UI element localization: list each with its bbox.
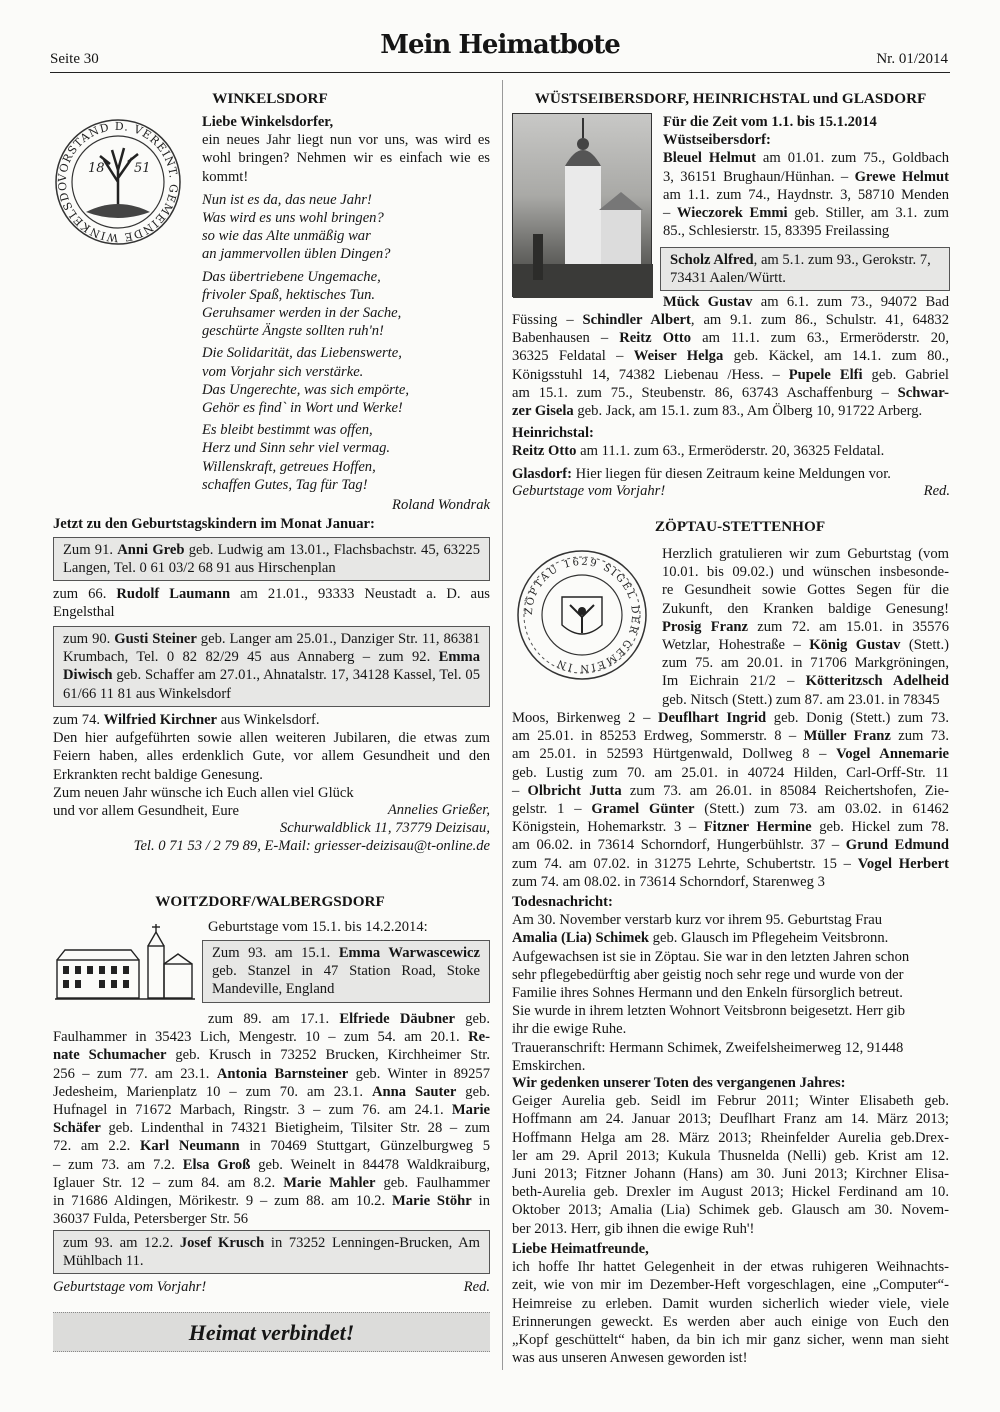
text-line: [662, 581, 949, 599]
death-heading: Todesnachricht:: [512, 894, 613, 910]
jubilar-name: Amalia (Lia) Schimek: [512, 930, 650, 947]
text-line: [662, 618, 949, 636]
text-segment: geb. Jack, am 15.1. zum 83., Am Ölberg 10, 91722 Arberg.: [573, 403, 923, 420]
text-line: ler am 29. April 2013; Kukula Thusnelda (Nelli) geb. Krist am 12.: [512, 1147, 949, 1164]
jubilar-name: Emma Warwascewicz: [338, 945, 480, 961]
jubilar-name: Elsa Groß: [182, 1156, 251, 1173]
poem-line: Geruhsamer werden in der Sache,: [202, 305, 402, 322]
svg-text:ZÖPTAU 1629 SIGEL DER GEMEIN I: ZÖPTAU 1629 SIGEL DER GEMEIN IN: [523, 556, 641, 674]
woitzdorf-range: Geburtstage vom 15.1. bis 14.2.2014:: [208, 919, 428, 935]
text-segment: , am 9.1. zum 86., Schulstr. 41, 64832: [690, 312, 949, 328]
jubilar-name: Reitz Otto: [512, 443, 577, 460]
header-rule: [50, 72, 950, 73]
jubilar-name: Gusti Steiner: [114, 631, 197, 647]
jubilar-name: Fitzner Hermine: [703, 819, 812, 836]
text-line: [512, 1039, 949, 1057]
text-line: [512, 366, 949, 384]
text-line: [663, 149, 949, 167]
text-segment: zum 75. am 20.01. in 71706 Markgröningen,: [662, 655, 949, 672]
text-segment: Königstein, Hohemarkstr. 3 –: [512, 819, 704, 836]
text-segment: am 01.01. zum 75., Goldbach: [755, 150, 949, 167]
text-line: Heimreise zu erleben. Damit wurden sicherlich wieder viele, viele: [512, 1295, 949, 1312]
text-line: [512, 1020, 949, 1038]
poem-line: an jammervollen üblen Dingen?: [202, 246, 391, 263]
text-line: [662, 545, 949, 563]
text-segment: 36037 Fulda, Petersberger Str. 56: [53, 1211, 249, 1228]
text-segment: 36325 Feldatal –: [512, 348, 634, 365]
text-line: [512, 709, 949, 727]
text-segment: Zukunft, den Kranken baldige Genesung!: [662, 600, 949, 617]
jubilar-name: Elfriede Däubner: [339, 1011, 456, 1027]
text-line: Erinnerungen geweckt. Es werden aber auch einige von Euch den: [512, 1313, 949, 1330]
jubilar-name: Vogel Herbert: [857, 855, 949, 872]
zoeptau-seal: [512, 545, 652, 685]
text-line: „Kopf geschüttelt“ haben, da bin ich mir ganz sicher, wenn man sieht: [512, 1332, 949, 1349]
poem-line: Es bleibt bestimmt was offen,: [202, 422, 373, 439]
woitzdorf-birthday-list: [53, 1010, 490, 1228]
text-line: Oktober 2013; Amalia (Lia) Schimek geb. Glausch am 30. Novem-: [512, 1202, 949, 1219]
text-segment: in 70469 Stuttgart, Günzelburgweg 5: [239, 1138, 490, 1155]
jubilar-name: Vogel Annemarie: [836, 746, 949, 763]
text-line: [512, 966, 949, 984]
wuest-footer-red: Red.: [923, 483, 950, 499]
text-line: [512, 818, 949, 836]
text-segment: ihr die ewige Ruhe.: [512, 1021, 627, 1038]
text-segment: Iglauer Str. 12 – zum 84. am 8.2.: [53, 1174, 284, 1191]
text-segment: in 71686 Aldingen, Mörikestr. 9 – zum 88. am 10.2.: [53, 1193, 392, 1210]
birthday-box-scholz: Scholz Alfred, am 5.1. zum 93., Gerokstr. 7, 73431 Aalen/Württ.: [660, 247, 950, 291]
issue-number: Nr. 01/2014: [876, 51, 948, 67]
zoeptau-birthday-list: [512, 709, 949, 891]
jubilar-name: Anna Sauter: [371, 1083, 457, 1100]
poem-line: so wie das Alte unmäßig war: [202, 228, 371, 245]
text-segment: Im Eichrain 21/2 –: [662, 673, 806, 690]
poem-stanza: [202, 268, 490, 341]
column-divider: [502, 80, 503, 1370]
church-village-illustration: [55, 924, 195, 1002]
text-line: Hoffmann Helga am 28. März 2013; Rheinfelder Aurelia geb.Drex-: [512, 1129, 949, 1146]
jubilar-name: Müller Franz: [803, 728, 891, 745]
text-segment: geb. Hickel zum 78.: [811, 819, 950, 836]
birthday-line-laumann: zum 66. Rudolf Laumann am 21.01., 93333 Neustadt a. D. aus Engelsthal: [53, 586, 490, 621]
text-line: [53, 1174, 490, 1192]
text-segment: zum 73.: [890, 728, 949, 745]
birthday-box-greb: Zum 91. Anni Greb geb. Ludwig am 13.01., Flachsbachstr. 45, 63225 Langen, Tel. 0 61 03/2 68 91 aus Hirschenplan: [53, 537, 490, 581]
zoeptau-intro-list: [662, 545, 949, 709]
memorial-list: [512, 1092, 949, 1238]
masthead-title: Mein Heimatbote: [380, 30, 620, 60]
poem-line: Herz und Sinn sehr viel vermag.: [202, 440, 391, 457]
woitzdorf-footer-note: Geburtstage vom Vorjahr!: [53, 1279, 207, 1295]
jubilar-name: König Gustav: [809, 637, 901, 654]
text-line: [512, 984, 949, 1002]
text-segment: 72. am 2.2.: [53, 1138, 140, 1155]
text-line: [53, 1192, 490, 1210]
jubilar-name: zer Gisela: [512, 403, 574, 420]
text-line: [512, 347, 949, 365]
text-line: [512, 442, 949, 460]
signature-name: Annelies Grießer,: [387, 802, 490, 818]
jubilar-name: Deuflhart Ingrid: [658, 710, 767, 726]
text-segment: geb. Krusch in 73252 Brucken, Kirchheimer Str.: [166, 1047, 491, 1064]
poem-line: Gehör es find` in Wort und Werke!: [202, 400, 403, 417]
winkelsdorf-intro: ein neues Jahr liegt nun vor uns, was wird es wohl bringen? Nehmen wir es einfach wie es kommt!: [202, 132, 490, 185]
text-segment: am 1.1. zum 74., Haydnstr. 3, 58710 Menden: [663, 186, 949, 203]
svg-text:VORSTAND D. VEREINT. GEMEINDE: VORSTAND D. VEREINT. GEMEINDE WINKELSDO: [55, 119, 181, 245]
text-segment: geb. Glausch im Pflegeheim Veitsbronn.: [649, 930, 889, 947]
text-line: [512, 929, 949, 947]
text-segment: re Gesundheit sowie Gottes Segen für die: [662, 582, 949, 599]
text-line: [662, 672, 949, 690]
text-segment: geb. Weinelt in 84478 Waldkraiburg,: [250, 1156, 490, 1173]
text-segment: am 25.01. in 85253 Erdweg, Sommerstr. 8 –: [512, 728, 804, 745]
winkelsdorf-poem: [202, 191, 490, 494]
text-line: [53, 1028, 490, 1046]
text-segment: Füssing –: [512, 312, 583, 328]
wuest-birthday-list: [663, 149, 949, 240]
winkelsdorf-title: WINKELSDORF: [212, 90, 328, 107]
jubilar-name: Karl Neumann: [139, 1138, 240, 1155]
jubilar-name: Pupele Elfi: [788, 366, 863, 383]
text-segment: (Stett.) zum 73. am 03.02. in 61462: [694, 801, 949, 818]
text-segment: Familie ihres Sohnes Hermann und den Enkeln fürsorglich betreut.: [512, 985, 903, 1002]
jubilar-name: Mück Gustav: [663, 294, 753, 310]
birthday-line-kirchner: zum 74. Wilfried Kirchner aus Winkelsdorf.: [53, 712, 320, 728]
jubilar-name: Re-: [468, 1029, 490, 1046]
birthday-box-warwascewicz: Zum 93. am 15.1. Emma Warwascewicz geb. Stanzel in 47 Station Road, Stoke Mandeville, England: [202, 940, 490, 1003]
text-line: [53, 1119, 490, 1137]
text-segment: 256 – zum 77. am 23.1.: [53, 1065, 217, 1082]
text-segment: am 25.01. in 52593 Hürtgenwald, Dollweg 8 –: [512, 746, 837, 763]
text-line: [53, 1083, 490, 1101]
winkelsdorf-closing: Den hier aufgeführten sowie allen weiteren Jubilaren, die etwas zum Feiern haben, alles erdenklich Gute, vor allem Gesundheit und den Erkrankten recht baldige Genesung.: [53, 730, 490, 783]
jubilar-name: Wilfried Kirchner: [103, 712, 218, 728]
text-segment: Hier liegen für diesen Zeitraum keine Meldungen vor.: [572, 466, 891, 483]
text-segment: geb.: [455, 1011, 490, 1027]
jubilar-name: Schindler Albert: [582, 312, 691, 328]
text-line: [662, 600, 949, 618]
jubilar-name: Josef Krusch: [179, 1235, 265, 1251]
woitzdorf-footer-red: Red.: [463, 1279, 490, 1295]
text-segment: Faulhammer in 35423 Lich, Mengestr. 10 – zum 54. am 20.1.: [53, 1029, 469, 1046]
poem-line: schaffen Gutes, Tag für Tag!: [202, 476, 368, 493]
text-line: [512, 800, 949, 818]
death-notice: [512, 911, 949, 1075]
jubilar-name: Grund Edmund: [845, 837, 949, 854]
text-line: [512, 727, 949, 745]
text-segment: am 15.1. zum 75., Steubenstr. 86, 63743 Aschaffenburg –: [512, 384, 898, 401]
zoeptau-title: ZÖPTAU-STETTENHOF: [654, 518, 826, 535]
jubilar-name: Schwar-: [897, 384, 949, 401]
page-number: Seite 30: [50, 51, 99, 67]
signature-address: Schurwaldblick 11, 73779 Deizisau,: [279, 820, 490, 836]
text-segment: (Stett.): [900, 637, 949, 654]
text-segment: 85., Schlesierstr. 15, 83395 Freilassing: [663, 223, 890, 240]
text-segment: Sie wurde in ihrem letzten Wohnort Veitsbronn beigesetzt. Herr gib: [512, 1003, 906, 1020]
jubilar-name: Anni Greb: [117, 542, 185, 558]
text-line: beth-Aurelia geb. Drexler im August 2013; Hickel Ferdinand am 10.: [512, 1184, 949, 1201]
text-segment: geb. Faulhammer: [375, 1174, 490, 1191]
text-segment: geb.: [456, 1083, 491, 1100]
jubilar-name: Gramel Günter: [591, 801, 695, 818]
jubilar-name: Grewe Helmut: [854, 168, 949, 185]
text-segment: zum 74. am 08.02. in 73614 Schorndorf, Starenweg 3: [512, 873, 825, 890]
wuest-subheading: Wüstseibersdorf:: [663, 132, 771, 149]
text-line: [512, 948, 949, 966]
text-segment: zum 74. am 07.02. in 31275 Lehrte, Schubertstr. 15 –: [512, 855, 858, 872]
winkelsdorf-greeting: Liebe Winkelsdorfer,: [202, 114, 334, 130]
text-segment: gelstr. 1 –: [512, 801, 592, 818]
jubilar-name: Wieczorek Emmi: [676, 205, 788, 222]
slogan-banner: Heimat verbindet!: [53, 1312, 490, 1352]
text-segment: –: [512, 782, 528, 799]
jubilar-name: nate Schumacher: [53, 1047, 167, 1064]
jubilar-name: Glasdorf:: [512, 466, 572, 483]
text-line: ich hoffe Ihr hattet Gelegenheit in der etwas ruhigeren Weihnachts-: [512, 1259, 949, 1276]
poem-author: Roland Wondrak: [392, 497, 490, 514]
svg-text:51: 51: [134, 161, 151, 176]
poem-line: Das Ungerechte, was sich empörte,: [202, 381, 409, 398]
birthday-heading: Jetzt zu den Geburtstagskindern im Monat Januar:: [53, 516, 375, 532]
text-line: [53, 1137, 490, 1155]
text-segment: geb. Stiller, am 3.1. zum: [787, 205, 949, 222]
poem-line: Was wird es uns wohl bringen?: [202, 210, 384, 227]
text-segment: zum 72. am 15.01. in 35576: [748, 618, 949, 635]
text-line: [53, 1010, 490, 1028]
birthday-box-krusch: zum 93. am 12.2. Josef Krusch in 73252 Lenningen-Brucken, Am Mühlbach 11.: [53, 1230, 490, 1274]
friends-heading: Liebe Heimatfreunde,: [512, 1241, 649, 1257]
jubilar-name: Kötteritzsch Adelheid: [805, 673, 949, 690]
text-line: [512, 911, 949, 929]
text-segment: –: [663, 205, 677, 222]
text-line: [662, 691, 949, 709]
text-line: [512, 782, 949, 800]
jubilar-name: Schäfer: [53, 1120, 101, 1137]
winkelsdorf-seal: [52, 112, 187, 252]
poem-line: Das übertriebene Ungemache,: [202, 268, 381, 285]
text-segment: geb. Winter in 89257: [348, 1065, 490, 1082]
text-line: [663, 293, 949, 311]
text-segment: Königsstuhl 14, 74382 Liebenau /Hess. –: [512, 366, 789, 383]
poem-line: Willenskraft, getreues Hoffen,: [202, 458, 376, 475]
text-segment: zum 89. am 17.1.: [208, 1011, 340, 1027]
text-segment: 10.01. bis 09.02.) und wünschen insbesonde-: [662, 564, 949, 581]
text-segment: in: [471, 1193, 490, 1210]
text-line: zeit, wie von mir im Dezember-Heft vorgeschlagen, eine „Computer“-: [512, 1277, 949, 1294]
text-line: [512, 764, 949, 782]
text-segment: 3, 36151 Brughaun/Hünhan. –: [663, 168, 855, 185]
text-line: [512, 1002, 949, 1020]
text-segment: Herzlich gratulieren wir zum Geburtstag (vom: [662, 546, 949, 562]
svg-text:18: 18: [88, 161, 105, 176]
text-line: [53, 1101, 490, 1119]
text-segment: geb. Lindenthal in 74321 Bietigheim, Tilsiter Str. 28 – zum: [100, 1120, 490, 1137]
birthday-line-mueck: [663, 293, 949, 311]
text-segment: geb. Käckel, am 14.1. zum 80.,: [723, 348, 949, 365]
poem-line: frivoler Spaß, hektisches Tun.: [202, 286, 376, 303]
text-line: Juni 2013; Fitzner Johann (Hans) am 30. Juni 2013; Kirchner Elisa-: [512, 1166, 949, 1183]
text-segment: Aufgewachsen ist sie in Zöptau. Sie war in den letzten Jahren schon: [512, 948, 910, 965]
text-segment: am 11.1. zum 63., Ermeröderstr. 20, 36325 Feldatal.: [576, 443, 885, 460]
text-line: [53, 1046, 490, 1064]
text-segment: geb. Gabriel: [862, 366, 949, 383]
jubilar-name: Emma Diwisch: [63, 649, 480, 684]
text-line: [512, 745, 949, 763]
text-segment: Babenhausen –: [512, 330, 620, 347]
friends-letter: [512, 1258, 949, 1367]
text-segment: geb. Lustig zum 70. am 25.01. in 40724 Hilden, Carl-Orff-Str. 11: [512, 764, 949, 781]
text-segment: Hufnagel in 71672 Marbach, Ringstr. 3 – zum 76. am 24.1.: [53, 1102, 452, 1119]
poem-stanza: [202, 344, 490, 417]
signature-contact: Tel. 0 71 53 / 2 79 89, E-Mail: griesser-deizisau@t-online.de: [133, 838, 490, 854]
poem-stanza: [202, 421, 490, 494]
text-line: [512, 311, 949, 329]
woitzdorf-title: WOITZDORF/WALBERGSDORF: [155, 893, 385, 910]
glasdorf-entry: [512, 465, 949, 483]
text-segment: am 6.1. zum 73., 94072 Bad: [752, 294, 950, 310]
text-line: [663, 204, 949, 222]
text-line: [53, 1210, 490, 1228]
text-line: [512, 855, 949, 873]
text-line: [663, 222, 949, 240]
text-line: [512, 873, 949, 891]
jubilar-name: Marie: [451, 1102, 490, 1119]
text-line: [512, 1057, 949, 1075]
text-segment: Emskirchen.: [512, 1057, 586, 1074]
text-segment: Jedesheim, Marienplatz 10 – zum 70. am 23.1.: [53, 1083, 372, 1100]
memorial-heading: Wir gedenken unserer Toten des vergangenen Jahres:: [512, 1075, 846, 1091]
heinrichstal-heading: Heinrichstal:: [512, 425, 594, 441]
poem-stanza: [202, 191, 490, 264]
heinrichstal-entry: [512, 442, 949, 460]
jubilar-name: Antonia Barnsteiner: [216, 1065, 349, 1082]
jubilar-name: Rudolf Laumann: [116, 586, 231, 602]
jubilar-name: Marie Mahler: [283, 1174, 376, 1191]
text-segment: am 06.02. in 73614 Schorndorf, Hungerbühlstr. 37 –: [512, 837, 846, 854]
text-segment: – zum 73. am 7.2.: [53, 1156, 183, 1173]
text-line: [662, 563, 949, 581]
wuestseibersdorf-title: WÜSTSEIBERSDORF, HEINRICHSTAL und GLASDORF: [534, 90, 927, 107]
text-line: [53, 1065, 490, 1083]
text-line: [663, 186, 949, 204]
jubilar-name: Scholz Alfred: [670, 252, 754, 268]
jubilar-name: Olbricht Jutta: [527, 782, 622, 799]
text-segment: geb. Nitsch (Stett.) zum 87. am 23.01. in 78345: [662, 691, 940, 708]
text-line: [53, 1156, 490, 1174]
text-line: [512, 402, 949, 420]
jubilar-name: Bleuel Helmut: [663, 150, 756, 167]
text-line: Geiger Aurelia geb. Seidl im Februr 2011; Winter Elisabeth geb.: [512, 1093, 949, 1110]
text-segment: geb. Donig (Stett.) zum 73.: [766, 710, 949, 726]
poem-line: Die Solidarität, das Liebenswerte,: [202, 345, 402, 362]
jubilar-name: Prosig Franz: [662, 618, 748, 635]
text-line: [512, 836, 949, 854]
jubilar-name: Marie Stöhr: [391, 1193, 472, 1210]
text-line: Hoffmann am 24. Januar 2013; Deuflhart Franz am 14. März 2013;: [512, 1111, 949, 1128]
poem-line: Nun ist es da, das neue Jahr!: [202, 191, 372, 208]
text-line: [512, 384, 949, 402]
text-segment: Traueranschrift: Hermann Schimek, Zweifelsheimerweg 12, 91448: [512, 1039, 904, 1056]
text-line: ber 2013. Herr, gib ihnen die ewige Ruh'!: [512, 1220, 755, 1237]
text-line: [512, 329, 949, 347]
text-line: was aus unseren Anwesen geworden ist!: [512, 1350, 748, 1367]
text-segment: Moos, Birkenweg 2 –: [512, 710, 659, 726]
church-photo: [512, 113, 652, 297]
text-line: [663, 168, 949, 186]
wuest-birthday-list-continued: [512, 311, 949, 420]
text-line: [662, 654, 949, 672]
text-line: [512, 465, 949, 483]
jubilar-name: Reitz Otto: [619, 330, 692, 347]
winkelsdorf-newyear: Zum neuen Jahr wünsche ich Euch allen viel Glück und vor allem Gesundheit, Eure: [53, 784, 354, 820]
wuest-period: Für die Zeit vom 1.1. bis 15.1.2014: [663, 114, 877, 130]
poem-line: vom Vorjahr sich verstärke.: [202, 363, 364, 380]
wuest-footer-note: Geburtstage vom Vorjahr!: [512, 483, 666, 499]
text-line: [662, 636, 949, 654]
jubilar-name: Weiser Helga: [633, 348, 724, 365]
text-segment: zum 73. am 26.01. in 85084 Reichertshofen, Zie-: [621, 782, 950, 799]
text-segment: Am 30. November verstarb kurz vor ihrem 95. Geburtstag Frau: [512, 912, 883, 929]
text-segment: am 11.1. zum 63., Ermeröderstr. 20,: [691, 330, 949, 347]
text-segment: Wetzlar, Hohestraße –: [662, 637, 810, 654]
poem-line: geschürte Ängste sollten ruh'n!: [202, 323, 384, 340]
text-segment: sehr pflegebedürftig aber geistig noch sehr rege und wurde von der: [512, 966, 904, 983]
birthday-box-steiner-diwisch: zum 90. Gusti Steiner geb. Langer am 25.01., Danziger Str. 11, 86381 Krumbach, Tel. 0 82 82/29 45 aus Annaberg – zum 92. Emma Diwisch geb. Schaffer am 27.01., Ahnatalstr. 17, 34128 Kassel, Tel. 05 61/66 11 81 aus Winkelsdorf: [53, 626, 490, 707]
